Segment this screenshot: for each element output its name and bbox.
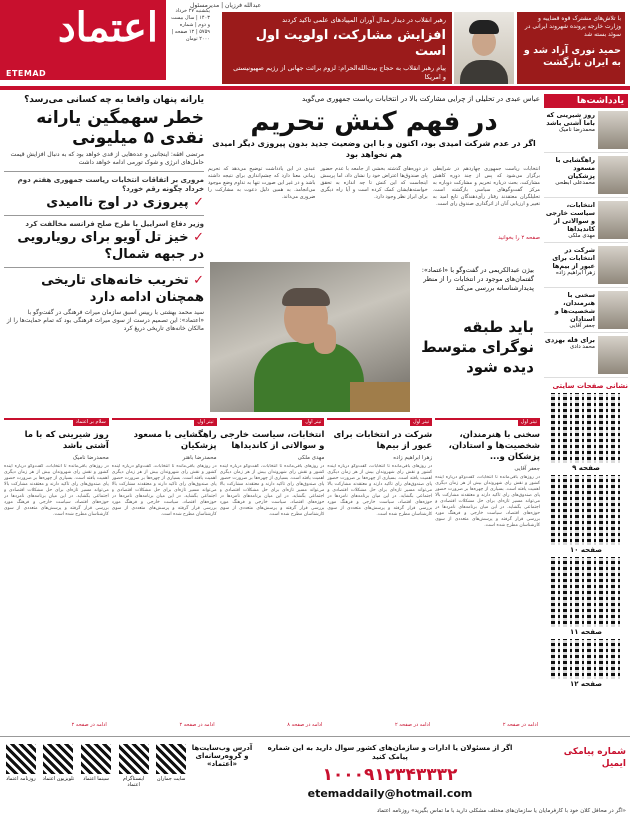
qr-code (119, 744, 149, 774)
opinion-column[interactable] (220, 418, 325, 732)
qr-code[interactable] (551, 557, 621, 627)
footer-qr-label: تلویزیون اعتماد (42, 776, 75, 782)
footer-address-label: آدرس وب‌سایت‌ها و گروه‌رسانه‌ای «اعتماد» (191, 744, 253, 768)
footer-qr-label: اینستاگرام اعتماد (122, 776, 145, 788)
latin-info: Sun 16 Jun 2024 No.5759 12 Pages 20000 Rials (2, 80, 122, 86)
interview-headline: باید طبقه نوگرای متوسط دیده شود (421, 318, 534, 376)
continue-link[interactable]: ادامه در صفحه ۲ (71, 722, 107, 728)
lead-sub: پیام رهبر انقلاب به حجاج بیت‌الله‌الحرام: لزوم برائت جهانی از رژیم صهیونیستی و امریکا (233, 64, 446, 81)
email-address[interactable]: etemaddaily@hotmail.com (307, 787, 473, 800)
lead-kicker: رهبر انقلاب در دیدار مدال آوران المپیادهای علمی تاکید کردند (282, 16, 446, 24)
sidebar-item-author: زهرا ابراهیم زاده (556, 270, 595, 276)
author-photo (598, 291, 628, 329)
qr-code (81, 744, 111, 774)
qr-code[interactable] (551, 475, 621, 545)
email-label: ایمیل (601, 759, 626, 769)
masthead-rule (0, 86, 630, 90)
author-photo (598, 111, 628, 149)
sidebar-item[interactable] (544, 246, 628, 288)
newspaper-logo[interactable] (0, 0, 166, 80)
qr-code (156, 744, 186, 774)
sidebar-item-title: سخنی با هنرمندان، شخصیت‌ها و استادان (554, 291, 595, 323)
issue-info: یکشنبه ۲۷ خرداد ۱۴۰۳ | سال بیست و دوم | شماره ۵۷۵۹ | ۱۲ صفحه | ۲۰۰۰ تومان (171, 8, 210, 42)
interview-kicker: بیژن عبدالکریمی در گفت‌وگو با «اعتماد»: گفتمان‌های موجود در انتخابات را از منظر پدیدارشناسانه بررسی می‌کند (421, 266, 534, 292)
story-headline[interactable] (4, 229, 204, 263)
story-headline[interactable] (4, 272, 204, 306)
column-author: زهرا ابراهیم زاده (393, 455, 433, 461)
continue-link[interactable]: ادامه در صفحه ۸ (287, 722, 323, 728)
column-tag: تیتر اول (302, 418, 324, 426)
footer-qr[interactable] (42, 744, 76, 816)
qr-code[interactable] (551, 393, 621, 463)
center-kicker: عباس عبدی در تحلیلی از چرایی مشارکت بالا در انتخابات ریاست جمهوری می‌گوید (302, 95, 540, 103)
column-body: در روزهای باقی‌مانده تا انتخابات، گفت‌وگو درباره آینده کشور و نقش رای شهروندان بیش از هر زمان دیگری اهمیت یافته است. بسیاری از چهره‌ها بر ضرورت حضور پای صندوق‌های رای تاکید دارند و معتقدند مشارکت بالا می‌تواند مسیر تازه‌ای برای حل مشکلات اقتصادی و اجتماعی بگشاید. در این میان برنامه‌های نامزدها در حوزه‌های اقتصاد، سیاست خارجی و فرهنگ مورد بررسی قرار گرفته و پرسش‌های متعددی از سوی کارشناسان مطرح شده است. (4, 464, 109, 517)
footer-qr-label: سینما اعتماد (83, 776, 109, 782)
right-top-kicker: با تلاش‌های مشترک قوه قضاییه و وزارت خارجه پرونده شهروند ایرانی در سوئد بسته شد (524, 15, 621, 38)
lead-story[interactable] (222, 12, 452, 84)
story-headline[interactable] (4, 194, 204, 211)
footer-contact-labels (522, 744, 626, 816)
column-author: مهدی ملکی (297, 455, 325, 461)
sidebar-item[interactable] (544, 201, 628, 243)
footer-note: «اگر در محافل کلان خود با کارفرمایان یا سازمان‌های مختلف مشکلی دارید با ما تماس بگیرید» روزنامه اعتماد (376, 808, 626, 814)
opinion-column[interactable] (435, 418, 540, 732)
check-icon: ✓ (188, 273, 204, 288)
center-subhead: اگر در عدم شرکت امیدی بود، اکنون و با این وضعیت جدید بدون پیروزی دیگر امیدی هم نخواهد بود (212, 139, 536, 159)
column-title: سخنی با هنرمندان، شخصیت‌ها و استادان، پزشکان و... (448, 430, 540, 462)
sms-number[interactable]: ۱۰۰۰۹۱۲۳۴۳۳۳۲ (322, 765, 458, 785)
footer-qr[interactable] (117, 744, 151, 816)
opinion-column[interactable] (112, 418, 217, 732)
left-column (4, 94, 204, 333)
author-photo (598, 201, 628, 239)
right-top-story[interactable] (517, 12, 625, 84)
sidebar-item-author: محمد دادی (569, 344, 595, 350)
sidebar-item[interactable] (544, 336, 628, 378)
qr-code (6, 744, 36, 774)
divider (4, 267, 204, 268)
column-body: در روزهای باقی‌مانده تا انتخابات، گفت‌وگو درباره آینده کشور و نقش رای شهروندان بیش از هر زمان دیگری اهمیت یافته است. بسیاری از چهره‌ها بر ضرورت حضور پای صندوق‌های رای تاکید دارند و معتقدند مشارکت بالا می‌تواند مسیر تازه‌ای برای حل مشکلات اقتصادی و اجتماعی بگشاید. در این میان برنامه‌های نامزدها در حوزه‌های اقتصاد، سیاست خارجی و فرهنگ مورد بررسی قرار گرفته و پرسش‌های متعددی از سوی کارشناسان مطرح شده است. (327, 464, 433, 517)
divider (4, 215, 204, 216)
notes-sidebar (544, 94, 628, 688)
body-column: عبدی در این یادداشت توضیح می‌دهد که تحریم زمانی معنا دارد که چشم‌اندازی برای نتیجه داشته باشد و در غیر این صورت تنها به تداوم وضع موجود می‌انجامد. به همین دلیل دعوت به مشارکت را ضروری می‌داند. (208, 166, 316, 200)
story-kicker: وزیر دفاع اسراییل با طرح صلح فرانسه مخالفت کرد (25, 220, 204, 228)
column-tag: سلام بر اعتماد (73, 418, 109, 426)
check-icon: ✓ (188, 230, 204, 245)
qr-label: صفحه ۹ (572, 464, 600, 472)
column-title: روز شیرینی که با ما آشتی باشد (24, 430, 109, 451)
sidebar-item-title: روز شیرینی که باما آشتی باشد (546, 111, 595, 127)
column-body: در روزهای باقی‌مانده تا انتخابات، گفت‌وگو درباره آینده کشور و نقش رای شهروندان بیش از هر زمان دیگری اهمیت یافته است. بسیاری از چهره‌ها بر ضرورت حضور پای صندوق‌های رای تاکید دارند و معتقدند مشارکت بالا می‌تواند مسیر تازه‌ای برای حل مشکلات اقتصادی و اجتماعی بگشاید. در این میان برنامه‌های نامزدها در حوزه‌های اقتصاد، سیاست خارجی و فرهنگ مورد بررسی قرار گرفته و پرسش‌های متعددی از سوی کارشناسان مطرح شده است. (435, 475, 540, 528)
author-photo (598, 336, 628, 374)
column-title: راهگشایی با مسعود پزشکیان (133, 430, 217, 451)
sidebar-item-author: محمدرضا نامیک (558, 127, 595, 133)
story-headline-text: پیروزی در اوج ناامیدی (46, 195, 189, 210)
opinion-column[interactable] (4, 418, 109, 732)
right-top-title: حمید نوری آزاد شد و به ایران بازگشت (523, 45, 621, 68)
story-kicker: مروری بر اتفاقات انتخابات ریاست جمهوری هفتم دوم خرداد چگونه رقم خورد؟ (17, 176, 204, 193)
continue-link[interactable]: صفحه ۲ را بخوانید (498, 235, 540, 241)
column-tag: تیتر اول (410, 418, 432, 426)
column-title: شرکت در انتخابات برای عبور از بیم‌ها (333, 430, 433, 451)
interview-story[interactable] (414, 262, 538, 412)
continue-link[interactable]: ادامه در صفحه ۲ (395, 722, 431, 728)
column-title: انتخابات، سیاست خارجی و سوالاتی از کاندیداها (220, 430, 325, 451)
qr-section-title: نشانی صفحات سایتی (552, 382, 628, 390)
founder-line: عبدالله فرزیان | مدیرمسئول (190, 2, 262, 9)
sidebar-item-title: انتخابات، سیاست خارجی و سوالاتی از کاندیداها (545, 201, 595, 233)
qr-label: صفحه ۱۰ (569, 546, 603, 554)
sidebar-item-author: محمدعلی ابطحی (555, 180, 595, 186)
sidebar-item-title: شرکت در انتخابات برای عبور از بیم‌ها (552, 246, 595, 270)
sidebar-item-title: راهگشایی با مسعود پزشکیان (555, 156, 595, 180)
sidebar-item-author: مهدی ملکی (568, 233, 595, 239)
continue-link[interactable]: ادامه در صفحه ۲ (179, 722, 215, 728)
story-text: مرتضی افقه: اینجانبی و عده‌هایی از قدی خواهد بود که به دنبال افزایش قیمت حامل‌های انرژی و شوک تورمی ادامه خواهد داشت (10, 151, 204, 166)
interview-photo (210, 262, 410, 412)
opinion-row (4, 418, 540, 732)
center-body (208, 166, 540, 234)
qr-code (43, 744, 73, 774)
author-photo (598, 156, 628, 194)
masthead (0, 0, 630, 88)
sidebar-item[interactable] (544, 156, 628, 198)
sms-label: شماره پیامکی (563, 747, 626, 757)
footer-qr[interactable] (154, 744, 188, 816)
sidebar-item-title: برای قله بهزدی (544, 336, 595, 344)
leader-portrait (454, 12, 514, 84)
column-tag: تیتر اول (194, 418, 216, 426)
column-body: در روزهای باقی‌مانده تا انتخابات، گفت‌وگو درباره آینده کشور و نقش رای شهروندان بیش از هر زمان دیگری اهمیت یافته است. بسیاری از چهره‌ها بر ضرورت حضور پای صندوق‌های رای تاکید دارند و معتقدند مشارکت بالا می‌تواند مسیر تازه‌ای برای حل مشکلات اقتصادی و اجتماعی بگشاید. در این میان برنامه‌های نامزدها در حوزه‌های اقتصاد، سیاست خارجی و فرهنگ مورد بررسی قرار گرفته و پرسش‌های متعددی از سوی کارشناسان مطرح شده است. (219, 464, 325, 517)
story-headline-text: تخریب خانه‌های تاریخی همچنان ادامه دارد (41, 273, 204, 305)
footer-qr-label: سایت جماران (156, 776, 186, 782)
center-headline[interactable]: در فهم کنش تحریم (250, 107, 498, 137)
lead-title: افزایش مشارکت، اولویت اول است (255, 28, 446, 59)
footer-qr-row (4, 744, 188, 816)
footer-qr-label: روزنامه اعتماد (6, 776, 36, 782)
divider (4, 171, 204, 172)
qr-code[interactable] (551, 639, 621, 679)
center-story (208, 94, 540, 241)
continue-link[interactable]: ادامه در صفحه ۲ (502, 722, 538, 728)
sidebar-item-author: جعفر آقایی (569, 323, 595, 329)
body-column: در دوره‌های گذشته بخشی از جامعه با عدم حضور پای صندوق‌ها اعتراض خود را نشان داد، اما پرسش اینجاست که این کنش تا چه اندازه به تحقق خواسته‌هایشان کمک کرده است و آیا راه دیگری برای ابراز نظر وجود دارد. (320, 166, 428, 200)
column-body: در روزهای باقی‌مانده تا انتخابات، گفت‌وگو درباره آینده کشور و نقش رای شهروندان بیش از هر زمان دیگری اهمیت یافته است. بسیاری از چهره‌ها بر ضرورت حضور پای صندوق‌های رای تاکید دارند و معتقدند مشارکت بالا می‌تواند مسیر تازه‌ای برای حل مشکلات اقتصادی و اجتماعی بگشاید. در این میان برنامه‌های نامزدها در حوزه‌های اقتصاد، سیاست خارجی و فرهنگ مورد بررسی قرار گرفته و پرسش‌های متعددی از سوی کارشناسان مطرح شده است. (111, 464, 217, 517)
body-column: انتخابات ریاست جمهوری چهاردهم در شرایطی برگزار می‌شود که پس از چند دوره کاهش مشارکت، بحث درباره تحریم و مشارکت دوباره به مرکز گفت‌وگوهای سیاسی بازگشته است. تحلیلگران معتقدند رفتار رأی‌دهندگان تابع امید به تغییر و ارزیابی آنان از اثرگذاری صندوق رای است. (432, 166, 540, 207)
footer-qr[interactable] (79, 744, 113, 816)
sidebar-title: یادداشت‌ها (544, 94, 628, 108)
opinion-column[interactable] (327, 418, 432, 732)
logo-text: اعتماد (57, 4, 158, 51)
story-text: سید محمد بهشتی با رییس اسبق سازمان میراث فرهنگی در گفت‌وگو با «اعتماد»: این تصمیم درست از سوی میراث فرهنگی بود که تمام حمایت‌ها را از مالکان خانه‌های تاریخی دریغ کرد (6, 309, 204, 332)
footer-qr[interactable] (4, 744, 38, 816)
story-kicker: یارانه پنهان واقعا به چه کسانی می‌رسد؟ (24, 95, 204, 105)
sidebar-item[interactable] (544, 291, 628, 333)
footer-contact (260, 744, 520, 816)
qr-label: صفحه ۱۲ (569, 680, 603, 688)
qr-label: صفحه ۱۱ (569, 628, 603, 636)
story-headline-text: خیز تل آویو برای رویارویی در جبهه شمال؟ (17, 230, 204, 262)
contact-note: اگر از مسئولان یا ادارات و سازمان‌های کشور سوال دارید به این شماره پیامک کنید (267, 744, 513, 761)
story-headline[interactable]: خطر سهمگین یارانه نقدی ۵ میلیونی (36, 108, 204, 148)
logo-latin: ETEMAD (6, 69, 47, 78)
check-icon: ✓ (188, 195, 204, 210)
sidebar-item[interactable] (544, 111, 628, 153)
column-author: جعفر آقایی (514, 466, 540, 472)
author-photo (598, 246, 628, 284)
column-author: محمدرضا نامیک (72, 455, 109, 461)
column-tag: تیتر اول (518, 418, 540, 426)
column-author: محمدرضا باهنر (182, 455, 217, 461)
